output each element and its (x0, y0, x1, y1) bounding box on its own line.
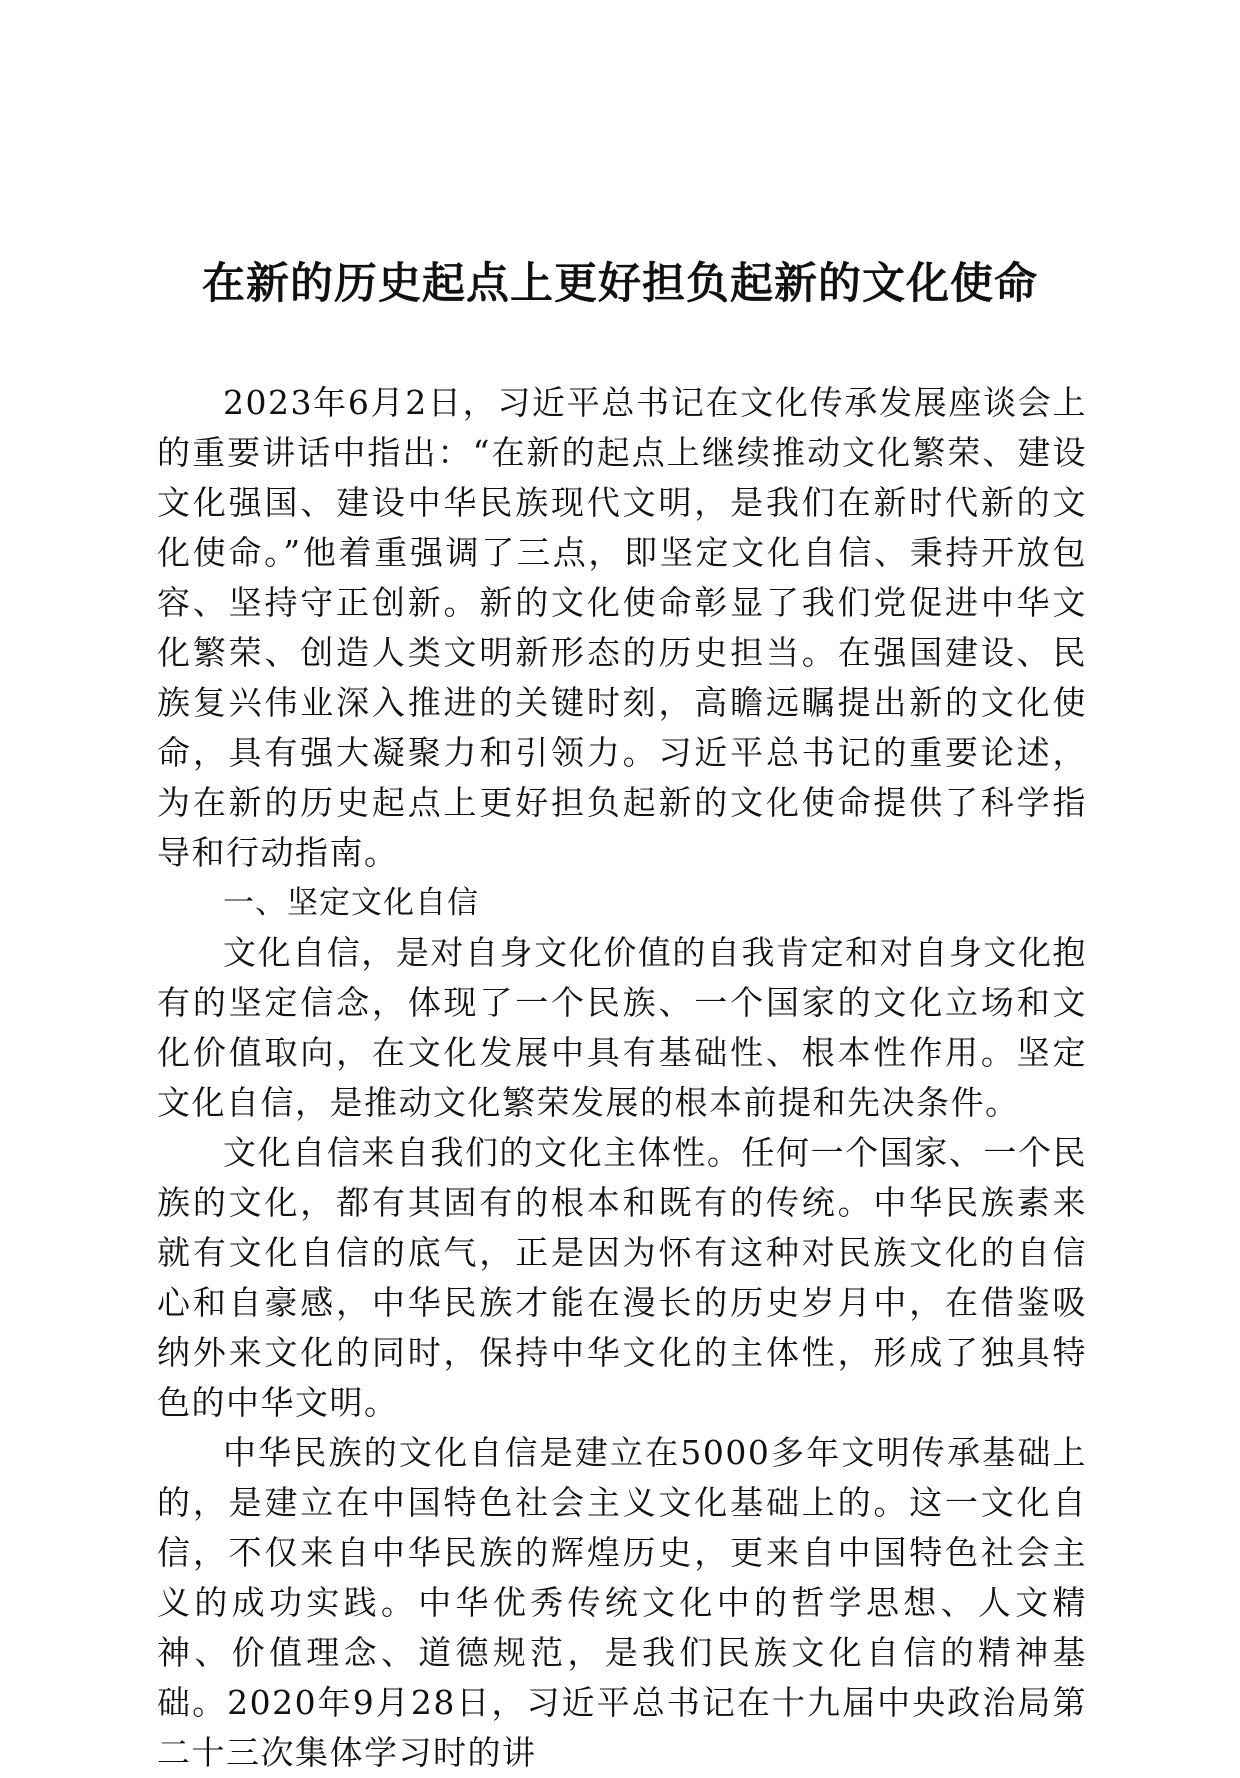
document-title: 在新的历史起点上更好担负起新的文化使命 (202, 259, 1038, 309)
body-paragraph: 文化自信，是对自身文化价值的自我肯定和对自身文化抱有的坚定信念，体现了一个民族、一个国家的文化立场和文化价值取向，在文化发展中具有基础性、根本性作用。坚定文化自信，是推动文化繁荣发展的根本前提和先决条件。 (157, 933, 1087, 1122)
document-body (157, 378, 1087, 1778)
intro-paragraph: 2023年6月2日，习近平总书记在文化传承发展座谈会上的重要讲话中指出：“在新的起点上继续推动文化繁荣、建设文化强国、建设中华民族现代文明，是我们在新时代新的文化使命。”他着重强调了三点，即坚定文化自信、秉持开放包容、坚持守正创新。新的文化使命彰显了我们党促进中华文化繁荣、创造人类文明新形态的历史担当。在强国建设、民族复兴伟业深入推进的关键时刻，高瞻远瞩提出新的文化使命，具有强大凝聚力和引领力。习近平总书记的重要论述，为在新的历史起点上更好担负起新的文化使命提供了科学指导和行动指南。 (157, 383, 1087, 872)
section-heading: 一、坚定文化自信 (223, 885, 479, 921)
body-paragraph: 文化自信来自我们的文化主体性。任何一个国家、一个民族的文化，都有其固有的根本和既有的传统。中华民族素来就有文化自信的底气，正是因为怀有这种对民族文化的自信心和自豪感，中华民族才能在漫长的历史岁月中，在借鉴吸纳外来文化的同时，保持中华文化的主体性，形成了独具特色的中华文明。 (157, 1133, 1087, 1422)
body-paragraph: 中华民族的文化自信是建立在5000多年文明传承基础上的，是建立在中国特色社会主义文化基础上的。这一文化自信，不仅来自中华民族的辉煌历史，更来自中国特色社会主义的成功实践。中华优秀传统文化中的哲学思想、人文精神、价值理念、道德规范，是我们民族文化自信的精神基础。2020年9月28日，习近平总书记在十九届中央政治局第二十三次集体学习时的讲 (157, 1433, 1087, 1772)
